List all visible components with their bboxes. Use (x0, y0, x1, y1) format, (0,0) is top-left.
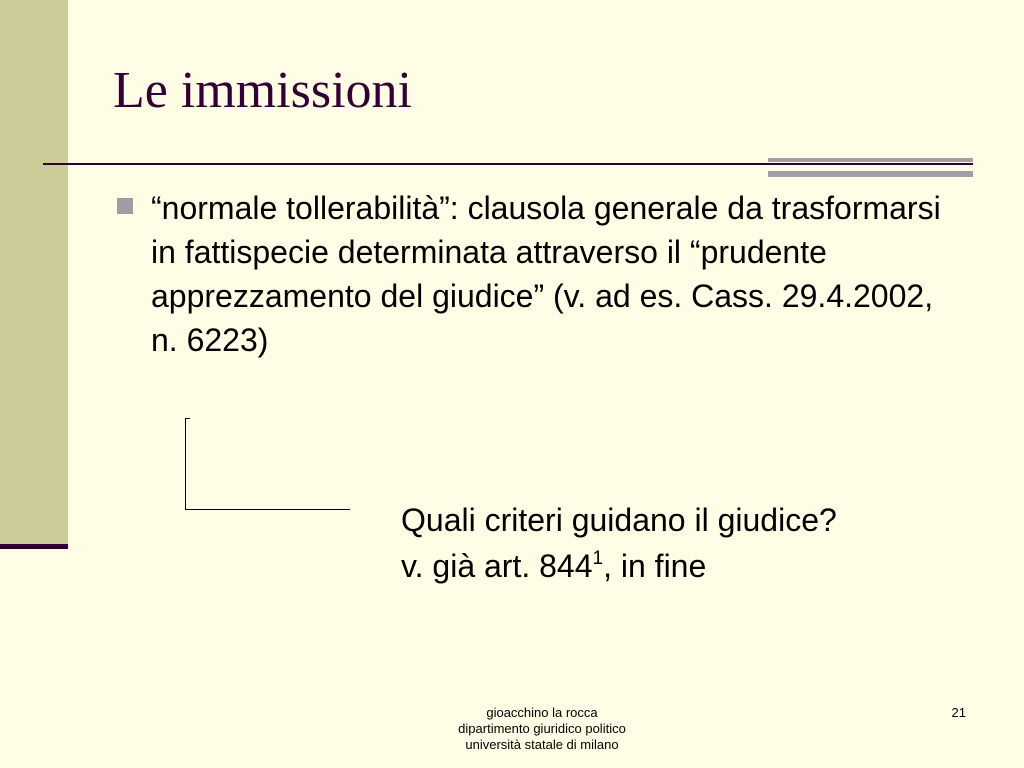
footer-university: università statale di milano (465, 737, 619, 752)
footer-author: gioacchino la rocca (486, 705, 598, 720)
title-divider-accent (768, 158, 973, 162)
bullet-square-icon (117, 198, 133, 214)
callout-line-2 (401, 543, 837, 589)
callout-text (401, 497, 837, 589)
connector-line (185, 418, 350, 510)
title-divider (43, 163, 973, 165)
slide-footer (412, 705, 672, 753)
side-band-decoration (0, 0, 68, 545)
callout-line-2-suffix: , in fine (603, 548, 707, 584)
title-divider-accent (768, 171, 973, 177)
footer-department: dipartimento giuridico politico (458, 721, 626, 736)
side-band-rule (0, 544, 68, 549)
callout-superscript: 1 (592, 548, 604, 569)
callout-line-1: Quali criteri guidano il giudice? (401, 502, 837, 538)
connector-tick (185, 418, 190, 419)
callout-line-2-prefix: v. già art. 844 (401, 548, 593, 584)
slide-title: Le immissioni (113, 62, 412, 119)
page-number: 21 (951, 705, 966, 720)
bullet-text: “normale tollerabilità”: clausola generale da trasformarsi in fattispecie determinata attraverso il “prudente apprezzamento del giudice” (v. ad es. Cass. 29.4.2002, n. 6223) (151, 190, 941, 358)
